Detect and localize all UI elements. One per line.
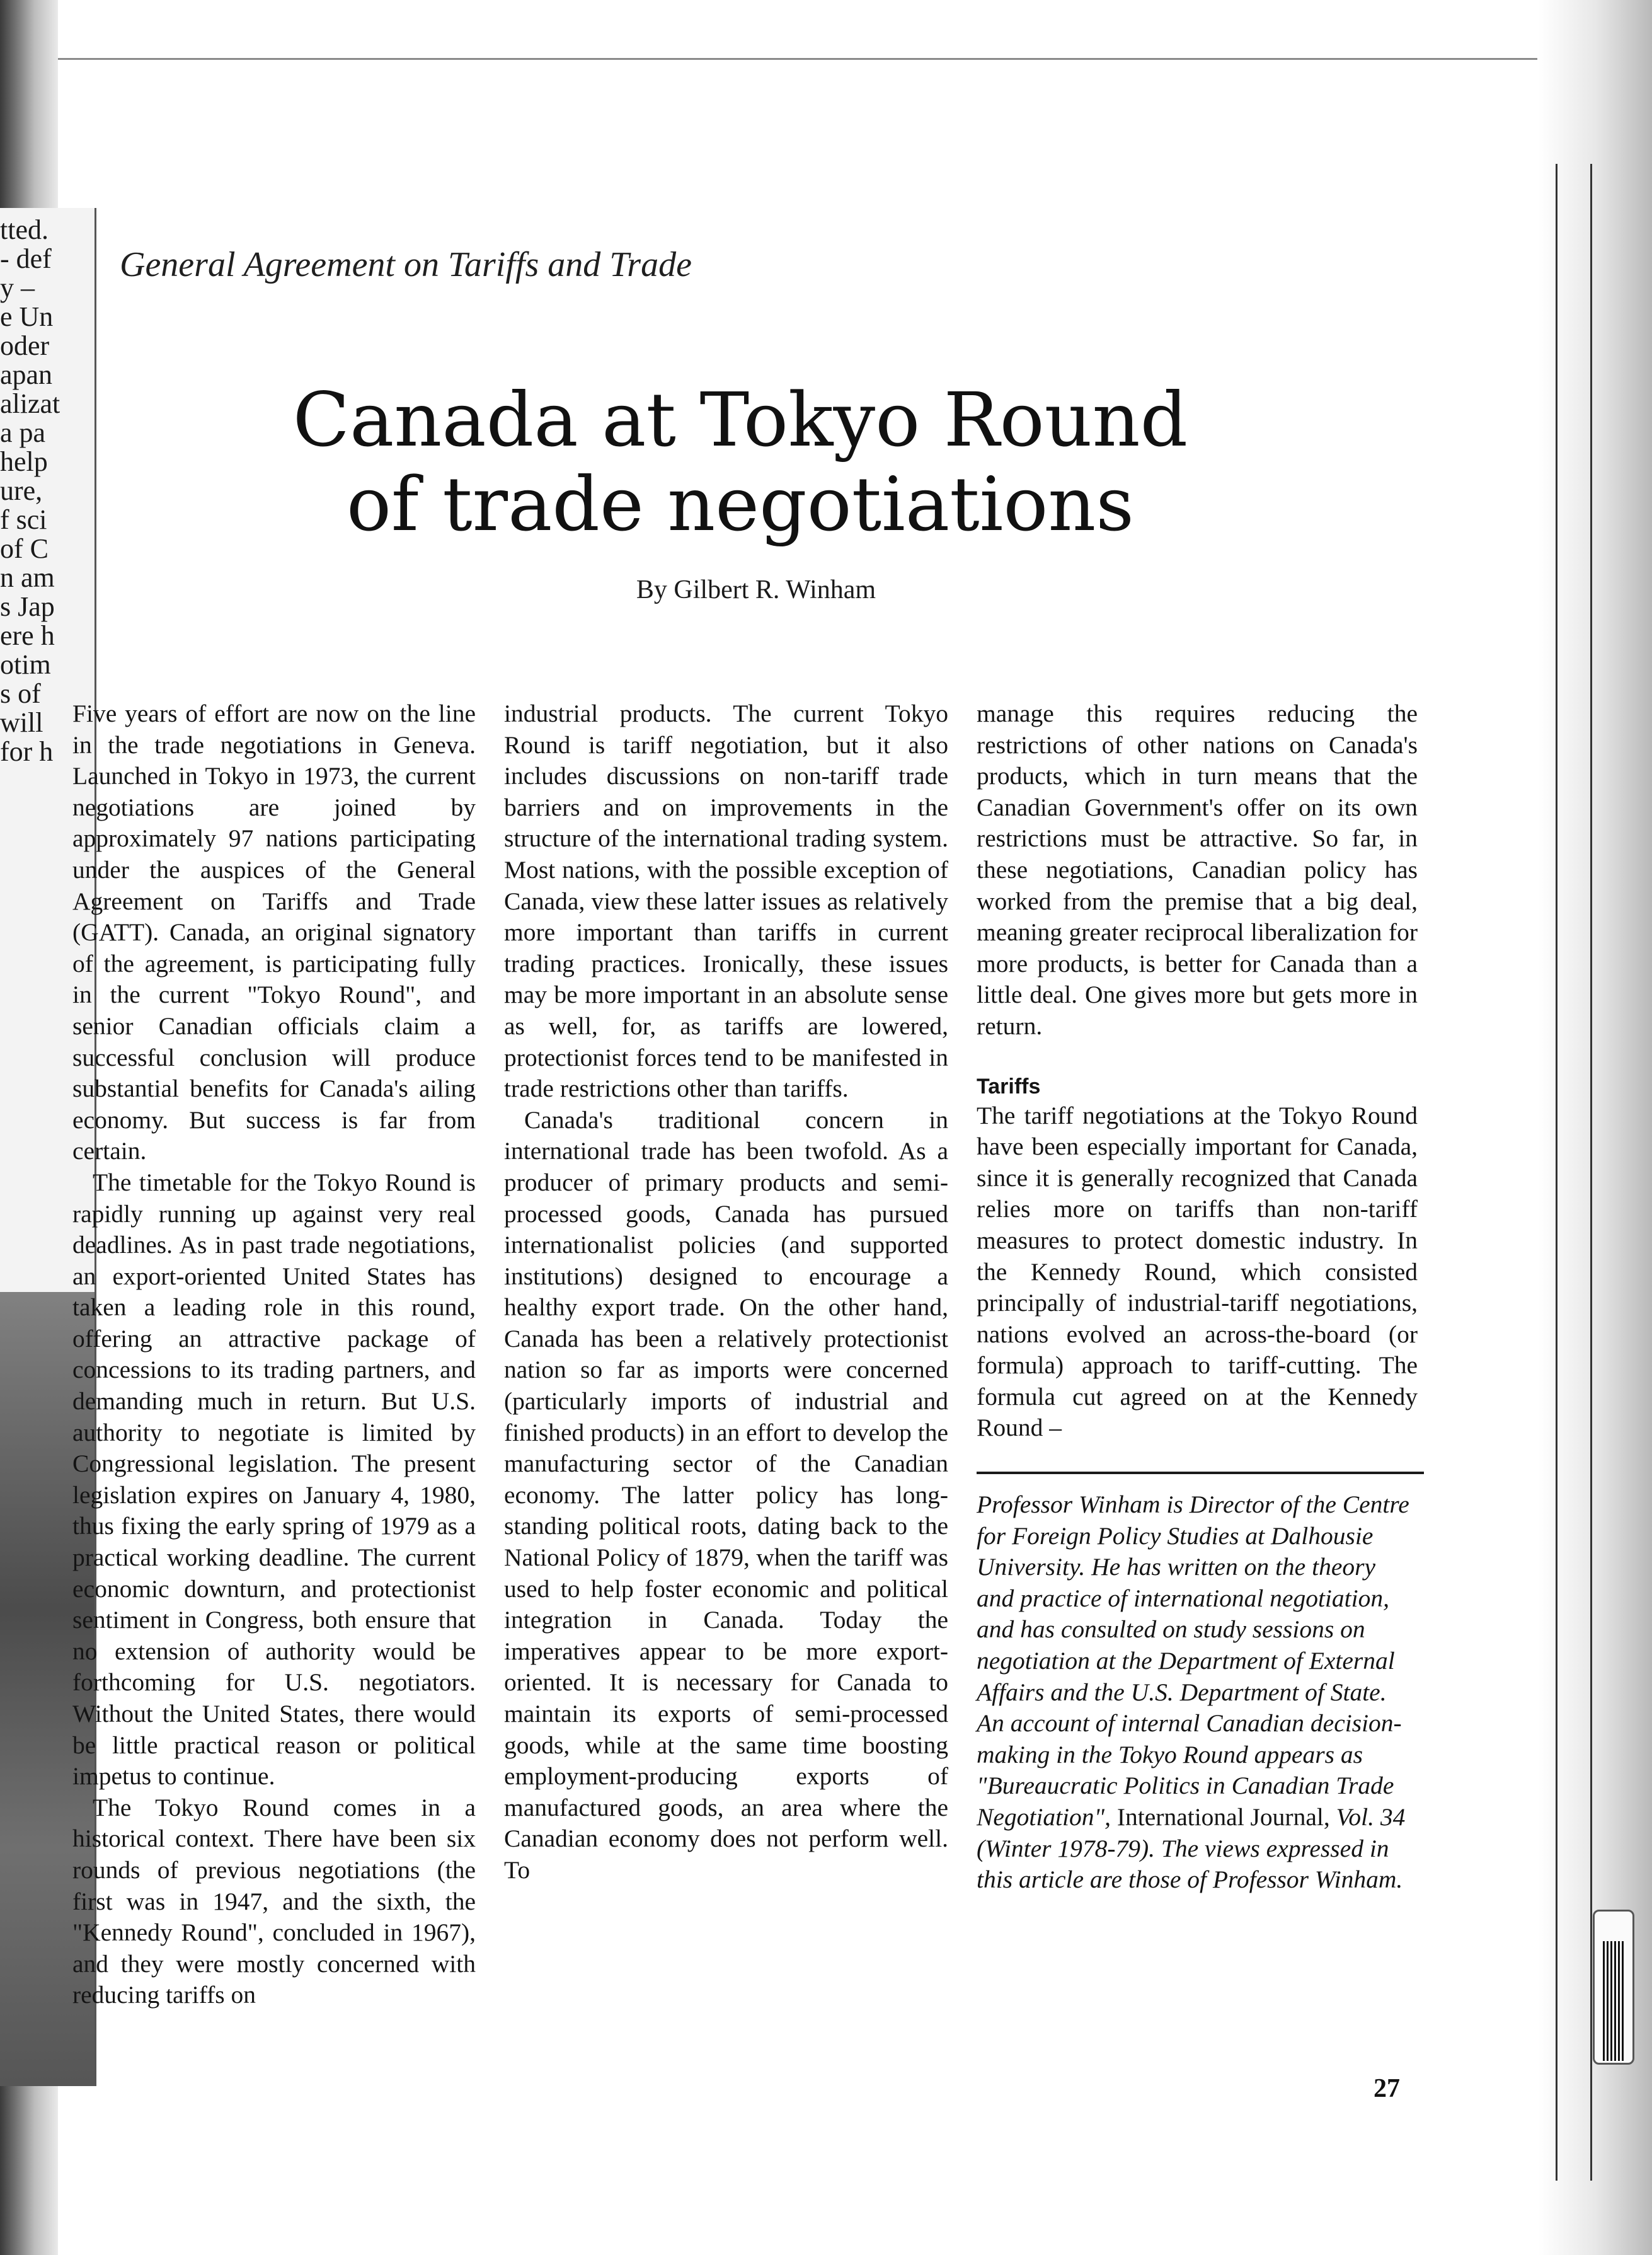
paragraph: The Tokyo Round comes in a historical context. There have been six rounds of previous negotiations (the first was in 1947, and the sixth, the "Kennedy Round", concluded in 1967), and they were mostly concerned with reducing tariffs on bbox=[72, 1793, 476, 2009]
previous-page-fragment: oder bbox=[0, 330, 50, 361]
running-head: General Agreement on Tariffs and Trade bbox=[120, 245, 692, 284]
previous-page-fragment: tted. bbox=[0, 214, 49, 245]
previous-page-fragment: s Jap bbox=[0, 591, 55, 622]
previous-page-fragment: f sci bbox=[0, 504, 47, 535]
column-2 bbox=[504, 698, 948, 1886]
previous-page-fragment: of C bbox=[0, 533, 49, 564]
previous-page-fragment: e Un bbox=[0, 301, 54, 332]
binder-rule bbox=[1556, 164, 1557, 2181]
paragraph: industrial products. The current Tokyo Round is tariff negotiation, but it also includes discussions on non-tariff trade barriers and on improvements in the structure of the international trading system. Most nations, with the possible exception of Canada, view these latter issues as relatively more important than tariffs in current trading practices. Ironically, these issues may be more important in an absolute sense as well, for, as tariffs are lowered, protectionist forces tend to be manifested in trade restrictions other than tariffs. bbox=[504, 700, 948, 1103]
page-number: 27 bbox=[1374, 2074, 1400, 2103]
paragraph: The tariff negotiations at the Tokyo Round have been especially important for Canada, since it is generally recognized that Canada relies more on tariffs than non-tariff measures to protect domestic industry. In the Kennedy Round, which consisted principally of industrial-tariff negotiations, nations evolved an across-the-board (or formula) approach to tariff-cutting. The formula cut agreed on at the Kennedy Round – bbox=[977, 1101, 1418, 1442]
previous-page-fragment: apan bbox=[0, 359, 53, 390]
page-top-rule bbox=[57, 58, 1537, 60]
paragraph: Canada's traditional concern in international trade has been twofold. As a producer of primary products and semi-processed goods, Canada has pursued internationalist policies (and supported institutions) designed to encourage a healthy export trade. On the other hand, Canada has been a relatively protectionist nation so far as imports were concerned (particularly imports of industrial and finished products) in an effort to develop the manufacturing sector of the Canadian economy. The latter policy has long-standing political roots, dating back to the National Policy of 1879, when the tariff was used to help foster economic and political integration in Canada. Today the imperatives appear to be more export-oriented. It is necessary for Canada to maintain its exports of semi-processed goods, while at the same time boosting employment-producing exports of manufactured goods, an area where the Canadian economy does not perform well. To bbox=[504, 1105, 948, 1884]
column-3 bbox=[977, 698, 1418, 1896]
previous-page-fragment: ere h bbox=[0, 620, 55, 651]
previous-page-fragment: ure, bbox=[0, 475, 43, 506]
article-title-line-1: Canada at Tokyo Round bbox=[292, 376, 1188, 464]
author-bio bbox=[977, 1489, 1418, 1896]
author-bio-text: Professor Winham is Director of the Centre for Foreign Policy Studies at Dalhousie University. He has written on the theory and practice of international negotiation, and has consulted on study sessions on negotiation at the Department of External Affairs and the U.S. Department of State. An account of internal Canadian decision-making in the Tokyo Round appears as "Bureaucratic Politics in Canadian Trade Negotiation", bbox=[977, 1491, 1409, 1831]
bio-divider bbox=[977, 1472, 1424, 1474]
author-bio-text-end: Vol. 34 (Winter 1978-79). The views expressed in this article are those of Professor Winham. bbox=[977, 1803, 1406, 1894]
previous-page-fragment: - def bbox=[0, 243, 52, 274]
paragraph: manage this requires reducing the restrictions of other nations on Canada's products, which in turn means that the Canadian Government's offer on its own restrictions must be attractive. So far, in these negotiations, Canadian policy has worked from the premise that a big deal, meaning greater reciprocal liberalization for more products, is better for Canada than a little deal. One gives more but gets more in return. bbox=[977, 700, 1418, 1040]
byline: By Gilbert R. Winham bbox=[636, 575, 876, 604]
previous-page-fragment: y – bbox=[0, 272, 35, 303]
previous-page-fragment: for h bbox=[0, 736, 54, 767]
author-bio-journal: International Journal, bbox=[1111, 1803, 1330, 1831]
paragraph: Five years of effort are now on the line in the trade negotiations in Geneva. Launched in Tokyo in 1973, the current negotiations are joined by approximately 97 nations participating under the auspices of the General Agreement on Tariffs and Trade (GATT). Canada, an original signatory of the agreement, is participating fully in the current "Tokyo Round", and senior Canadian officials claim a successful conclusion will produce substantial benefits for Canada's ailing economy. But success is far from certain. bbox=[72, 700, 476, 1165]
barcode-strip bbox=[1603, 1941, 1626, 2061]
column-1 bbox=[72, 698, 476, 2011]
previous-page-fragment: a pa bbox=[0, 417, 46, 448]
previous-page-fragment: otim bbox=[0, 649, 51, 680]
paragraph: The timetable for the Tokyo Round is rapidly running up against very real deadlines. As in past trade negotiations, an export-oriented United States has taken a leading role in this round, offering an attractive package of concessions to its trading partners, and demanding much in return. But U.S. authority to negotiate is limited by Congressional legislation. The present legislation expires on January 4, 1980, thus fixing the early spring of 1979 as a practical working deadline. The current economic downturn, and protectionist sentiment in Congress, both ensure that no extension of authority would be forthcoming for U.S. negotiators. Without the United States, there would be little practical reason or political impetus to continue. bbox=[72, 1168, 476, 1791]
previous-page-fragment: s of bbox=[0, 678, 41, 709]
article-title-line-2: of trade negotiations bbox=[347, 461, 1134, 548]
previous-page-fragment: alizat bbox=[0, 388, 60, 419]
previous-page-fragment: n am bbox=[0, 562, 55, 593]
section-subhead: Tariffs bbox=[977, 1074, 1041, 1099]
previous-page-fragment: help bbox=[0, 446, 48, 477]
binder-rule bbox=[1590, 164, 1592, 2181]
article-title bbox=[189, 378, 1292, 546]
previous-page-fragment: will bbox=[0, 707, 43, 738]
